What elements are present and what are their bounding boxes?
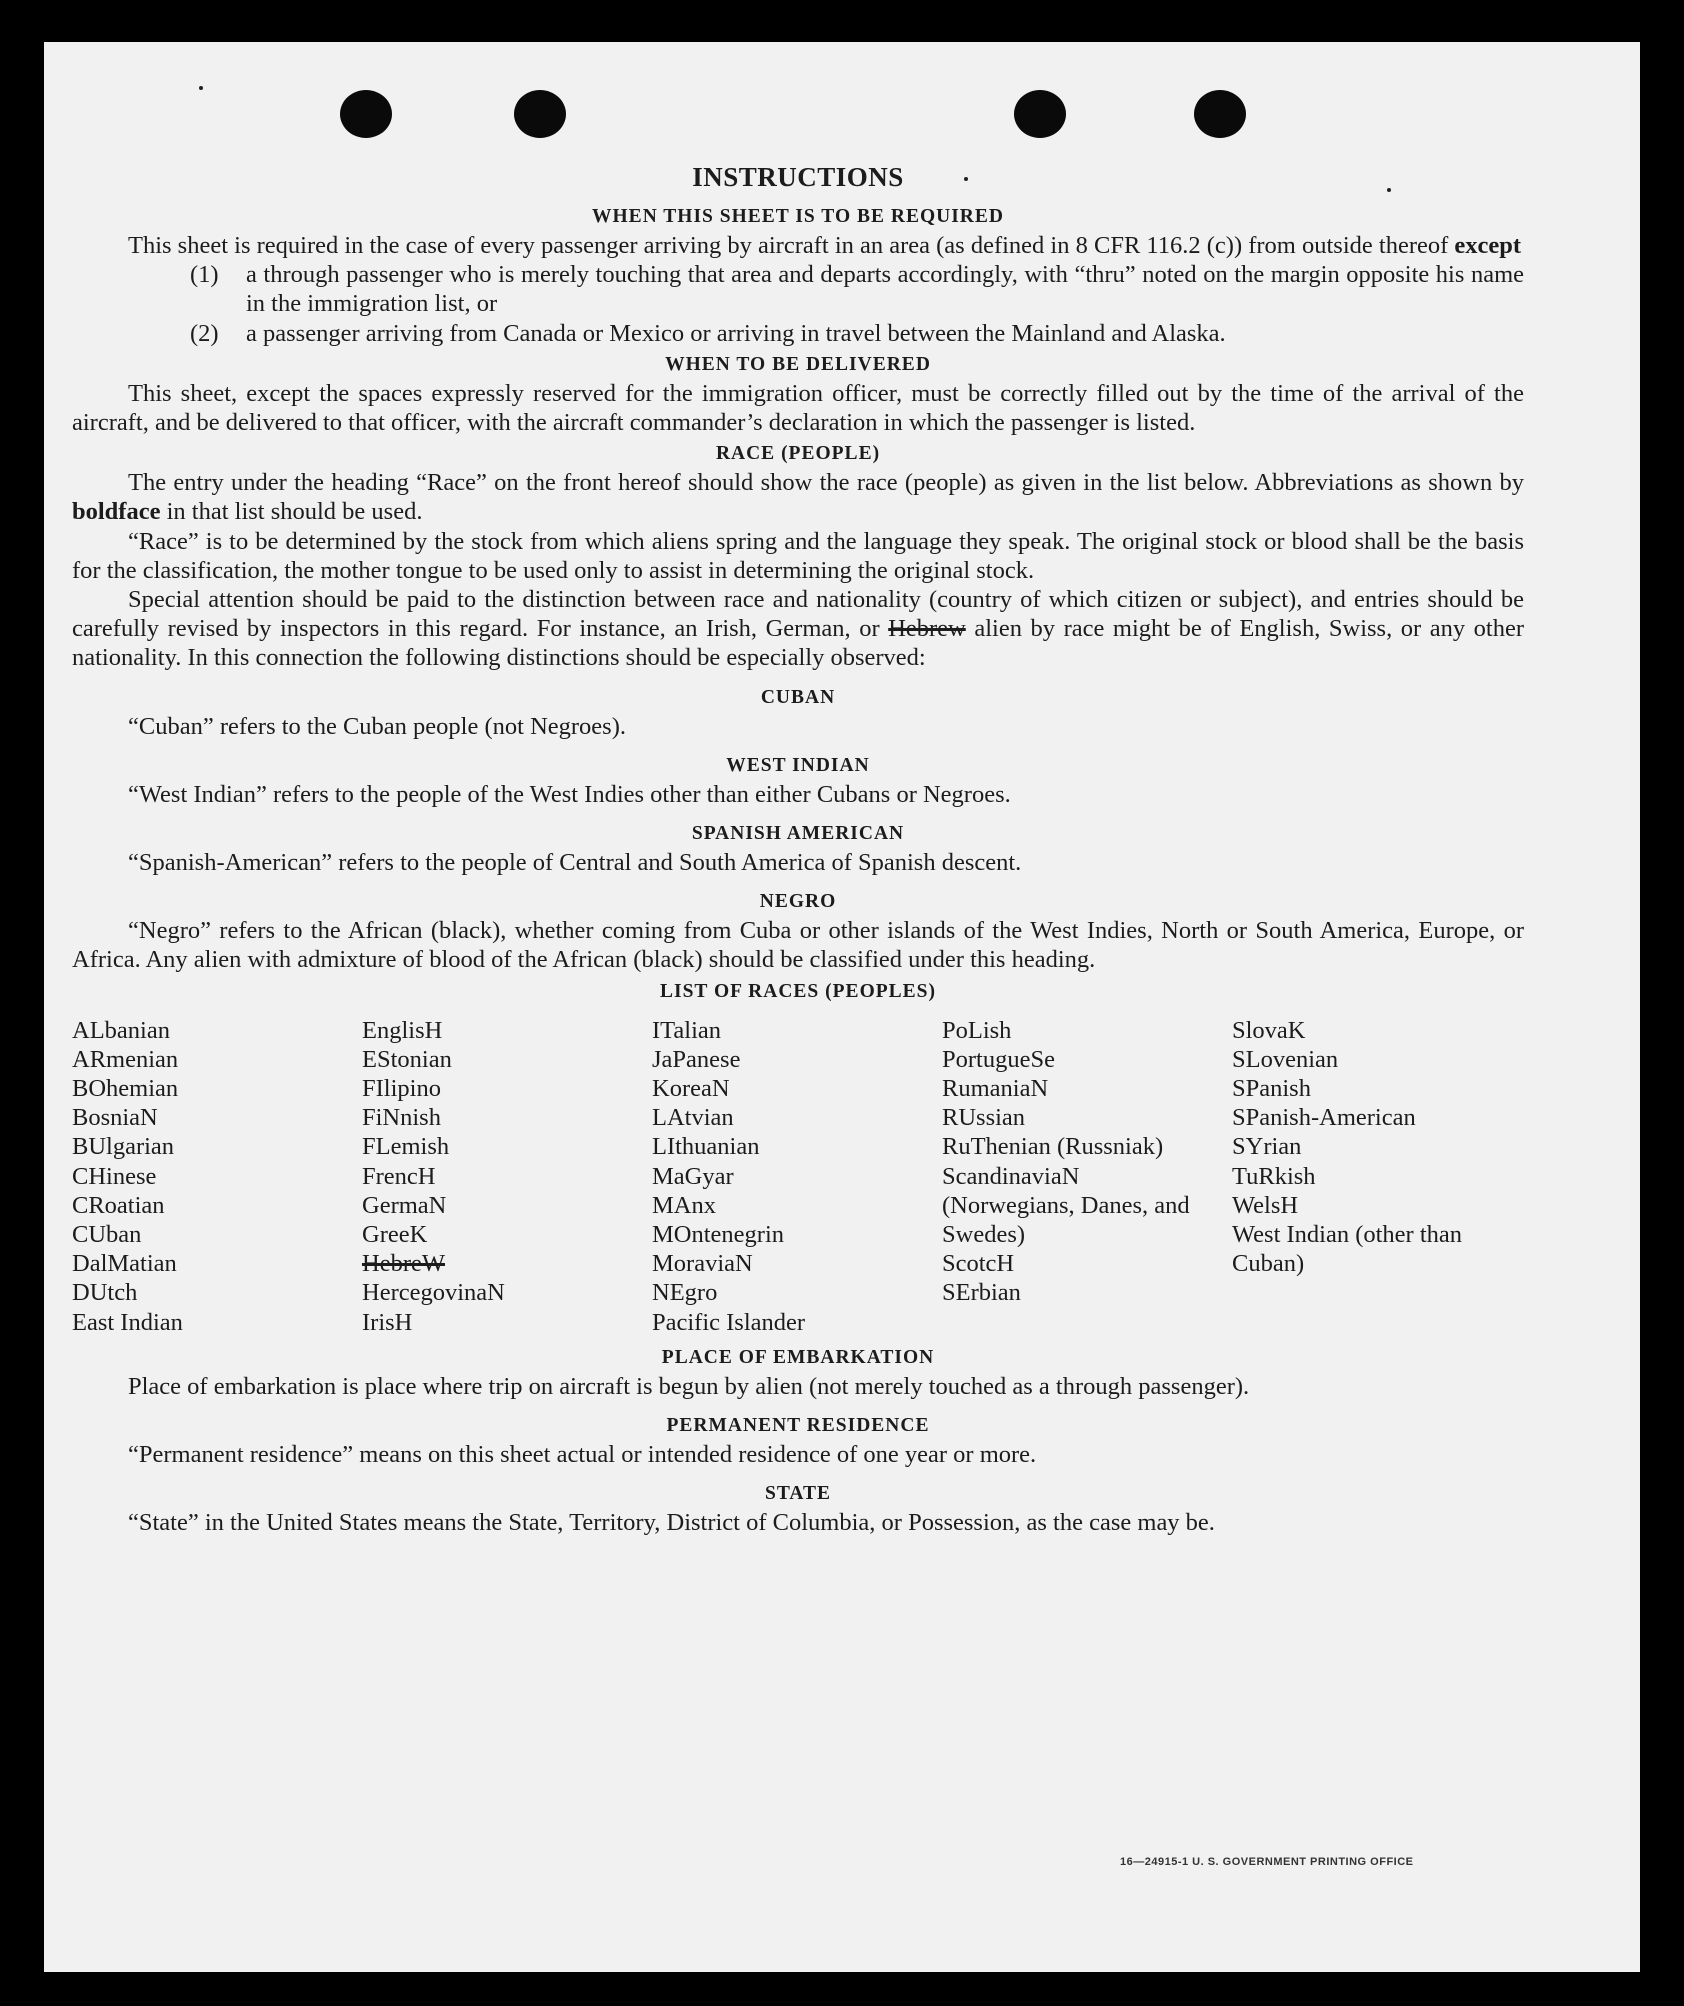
delivered-text: This sheet, except the spaces expressly reserved for the immigration officer, must be correctly filled out by the time of the arrival of the aircraft, and be delivered to that officer, with the aircraft commander’s declaration in which the passenger is listed. bbox=[72, 379, 1524, 437]
race-entry: SPanish-American bbox=[1232, 1104, 1416, 1132]
race-entry: EnglisH bbox=[362, 1016, 443, 1044]
list-of-races-heading: LIST OF RACES (PEOPLES) bbox=[659, 980, 936, 1002]
punch-hole bbox=[1014, 90, 1066, 138]
race-entry-struck: HebreW bbox=[362, 1250, 445, 1278]
race-entry: SYrian bbox=[1232, 1133, 1302, 1161]
race-entry: SErbian bbox=[942, 1279, 1021, 1307]
race-entry: KoreaN bbox=[652, 1075, 730, 1103]
race-entry: BUlgarian bbox=[72, 1133, 175, 1161]
race-entry: WelsH bbox=[1232, 1191, 1299, 1219]
race-entry: DUtch bbox=[72, 1279, 138, 1307]
race-entry: HercegovinaN bbox=[362, 1279, 505, 1307]
punch-hole bbox=[1194, 90, 1246, 138]
race-paragraph-2: “Race” is to be determined by the stock from which aliens spring and the language they speak. The original stock or blood shall be the basis for the classification, the mother tongue to be used only to assist in determining the original stock. bbox=[72, 527, 1524, 584]
race-entry: MoraviaN bbox=[652, 1250, 753, 1278]
section-heading-delivered: WHEN TO BE DELIVERED bbox=[665, 353, 931, 375]
residence-text: “Permanent residence” means on this sheet actual or intended residence of one year or more. bbox=[128, 1441, 1037, 1469]
race-paragraph-3: Special attention should be paid to the distinction between race and nationality (country of which citizen or subject), and entries should be carefully revised by inspectors in this regard. For instance, an Irish, German, or Hebrew alien by race might be of English, Swiss, or any other nationality. In this connection the following distinctions should be especially observed: bbox=[72, 586, 1525, 672]
section-heading-embarkation: PLACE OF EMBARKATION bbox=[661, 1346, 935, 1368]
section-heading-cuban: CUBAN bbox=[760, 686, 836, 708]
race-entry: ScandinaviaN (Norwegians, Danes, and Swedes) bbox=[942, 1162, 1190, 1249]
punch-hole bbox=[340, 90, 392, 138]
race-entry: MAnx bbox=[652, 1191, 716, 1219]
race-entry: IrisH bbox=[362, 1308, 413, 1336]
race-entry: FIlipino bbox=[362, 1075, 441, 1103]
race-entry: RUssian bbox=[942, 1104, 1026, 1132]
cuban-text: “Cuban” refers to the Cuban people (not Negroes). bbox=[128, 712, 626, 740]
race-column-1 bbox=[72, 1016, 362, 1337]
section-heading-west-indian: WEST INDIAN bbox=[726, 754, 870, 776]
race-entry: GreeK bbox=[362, 1221, 428, 1249]
race-entry: FiNnish bbox=[362, 1104, 441, 1132]
race-list bbox=[72, 1016, 1524, 1337]
spanish-american-text: “Spanish-American” refers to the people of Central and South America of Spanish descent. bbox=[128, 849, 1022, 877]
race-column-3 bbox=[652, 1016, 942, 1337]
race-entry: LAtvian bbox=[652, 1104, 734, 1132]
race-entry: West Indian (other than Cuban) bbox=[1232, 1221, 1463, 1278]
race-entry: FrencH bbox=[362, 1162, 436, 1190]
race-entry: PortugueSe bbox=[942, 1045, 1055, 1073]
race-entry: JaPanese bbox=[652, 1045, 741, 1073]
race-entry: SPanish bbox=[1232, 1075, 1311, 1103]
printer-imprint: 16—24915-1 U. S. GOVERNMENT PRINTING OFFICE bbox=[1120, 1856, 1414, 1868]
section-heading-required: WHEN THIS SHEET IS TO BE REQUIRED bbox=[592, 206, 1004, 227]
race-entry: BOhemian bbox=[72, 1075, 179, 1103]
race-entry: East Indian bbox=[72, 1308, 183, 1336]
race-paragraph-1: The entry under the heading “Race” on the front hereof should show the race (people) as given in the list below. Abbreviations as shown by boldface in that list should be used. bbox=[72, 469, 1524, 526]
race-column-5 bbox=[1232, 1016, 1522, 1337]
punch-hole bbox=[514, 90, 566, 138]
race-entry: Pacific Islander bbox=[652, 1308, 806, 1336]
instructions-content bbox=[72, 160, 1524, 1538]
required-item-2: (2) a passenger arriving from Canada or Mexico or arriving in travel between the Mainland and Alaska. bbox=[190, 319, 1226, 347]
negro-text: “Negro” refers to the African (black), whether coming from Cuba or other islands of the West Indies, North or South America, Europe, or Africa. Any alien with admixture of blood of the African (black) should be classified under this heading. bbox=[72, 917, 1524, 974]
race-entry: CUban bbox=[72, 1221, 142, 1249]
race-entry: NEgro bbox=[652, 1279, 718, 1307]
section-heading-negro: NEGRO bbox=[759, 891, 837, 913]
required-intro: This sheet is required in the case of every passenger arriving by aircraft in an area (as defined in 8 CFR 116.2 (c)) from outside thereof except bbox=[128, 232, 1522, 259]
race-entry: SlovaK bbox=[1232, 1016, 1306, 1044]
race-entry: GermaN bbox=[362, 1191, 447, 1219]
race-entry: PoLish bbox=[942, 1016, 1012, 1044]
section-heading-residence: PERMANENT RESIDENCE bbox=[666, 1415, 930, 1437]
race-entry: ALbanian bbox=[72, 1016, 170, 1044]
race-entry: BosniaN bbox=[72, 1104, 158, 1132]
race-entry: ITalian bbox=[652, 1016, 722, 1044]
ink-speck bbox=[199, 86, 203, 90]
required-item-1: (1) a through passenger who is merely touching that area and departs accordingly, with “thru” noted on the margin opposite his name in the immigration list, or bbox=[190, 261, 1524, 318]
race-entry: MOntenegrin bbox=[652, 1221, 784, 1249]
race-entry: FLemish bbox=[362, 1133, 450, 1161]
race-entry: RumaniaN bbox=[942, 1075, 1049, 1103]
race-column-2 bbox=[362, 1016, 652, 1337]
page-title: INSTRUCTIONS bbox=[692, 162, 904, 192]
race-entry: TuRkish bbox=[1232, 1162, 1316, 1190]
race-entry: CRoatian bbox=[72, 1191, 165, 1219]
section-heading-spanish-american: SPANISH AMERICAN bbox=[691, 823, 905, 845]
race-entry: EStonian bbox=[362, 1045, 452, 1073]
race-entry: LIthuanian bbox=[652, 1133, 760, 1161]
race-column-4 bbox=[942, 1016, 1232, 1337]
race-entry: SLovenian bbox=[1232, 1045, 1339, 1073]
race-entry: RuThenian (Russniak) bbox=[942, 1133, 1164, 1161]
section-heading-race: RACE (PEOPLE) bbox=[715, 443, 881, 465]
race-entry: ScotcH bbox=[942, 1250, 1015, 1278]
race-entry: DalMatian bbox=[72, 1250, 177, 1278]
west-indian-text: “West Indian” refers to the people of the West Indies other than either Cubans or Negroes. bbox=[128, 780, 1011, 808]
section-heading-state: STATE bbox=[764, 1483, 832, 1505]
race-entry: MaGyar bbox=[652, 1162, 734, 1190]
race-entry: CHinese bbox=[72, 1162, 157, 1190]
document-sheet bbox=[44, 42, 1640, 1972]
embarkation-text: Place of embarkation is place where trip on aircraft is begun by alien (not merely touched as a through passenger). bbox=[128, 1372, 1250, 1400]
state-text: “State” in the United States means the State, Territory, District of Columbia, or Possession, as the case may be. bbox=[128, 1509, 1215, 1537]
race-entry: ARmenian bbox=[72, 1045, 179, 1073]
